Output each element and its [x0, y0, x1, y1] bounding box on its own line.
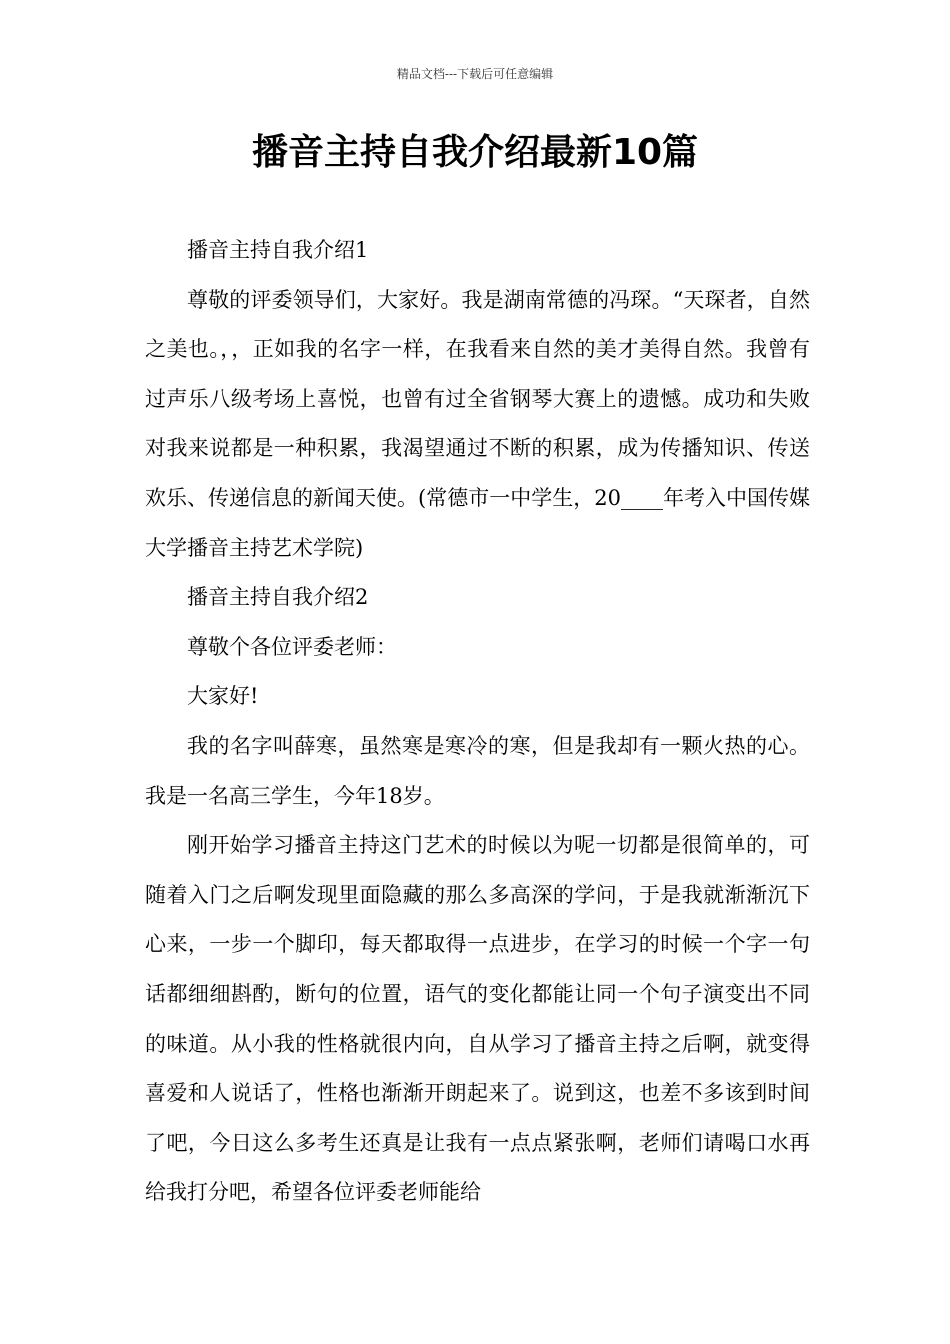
page-header: 精品文档---下载后可任意编辑	[396, 67, 554, 81]
salutation: 尊敬个各位评委老师：	[187, 634, 397, 659]
document-title: 播音主持自我介绍最新10篇	[251, 132, 699, 173]
paragraph: 我的名字叫薛寒，虽然寒是寒冷的寒，但是我却有一颗火热的心。我是一名高三学生，今年18岁。	[145, 733, 810, 808]
paragraph: 尊敬的评委领导们，大家好。我是湖南常德的冯琛。“天琛者，自然之美也。，，正如我的名字一样，在我看来自然的美才美得自然。我曾有过声乐八级考场上喜悦，也曾有过全省钢琴大赛上的遗憾。成功和失败对我来说都是一种积累，我渴望通过不断的积累，成为传播知识、传送欢乐、传递信息的新闻天使。(常德市一中学生，20____年考入中国传媒大学播音主持艺术学院)	[145, 287, 810, 560]
greeting: 大家好!	[187, 684, 259, 709]
paragraph: 刚开始学习播音主持这门艺术的时候以为呢一切都是很简单的，可随着入门之后啊发现里面隐藏的那么多高深的学问，于是我就渐渐沉下心来，一步一个脚印，每天都取得一点进步，在学习的时候一个字一句话都细细斟酌，断句的位置，语气的变化都能让同一个句子演变出不同的味道。从小我的性格就很内向，自从学习了播音主持之后啊，就变得喜爱和人说话了，性格也渐渐开朗起来了。说到这，也差不多该到时间了吧，今日这么多考生还真是让我有一点点紧张啊，老师们请喝口水再给我打分吧，希望各位评委老师能给	[145, 833, 810, 1205]
document-body	[145, 226, 810, 1218]
section-heading-2: 播音主持自我介绍2	[187, 585, 369, 610]
section-heading-1: 播音主持自我介绍1	[187, 238, 369, 262]
